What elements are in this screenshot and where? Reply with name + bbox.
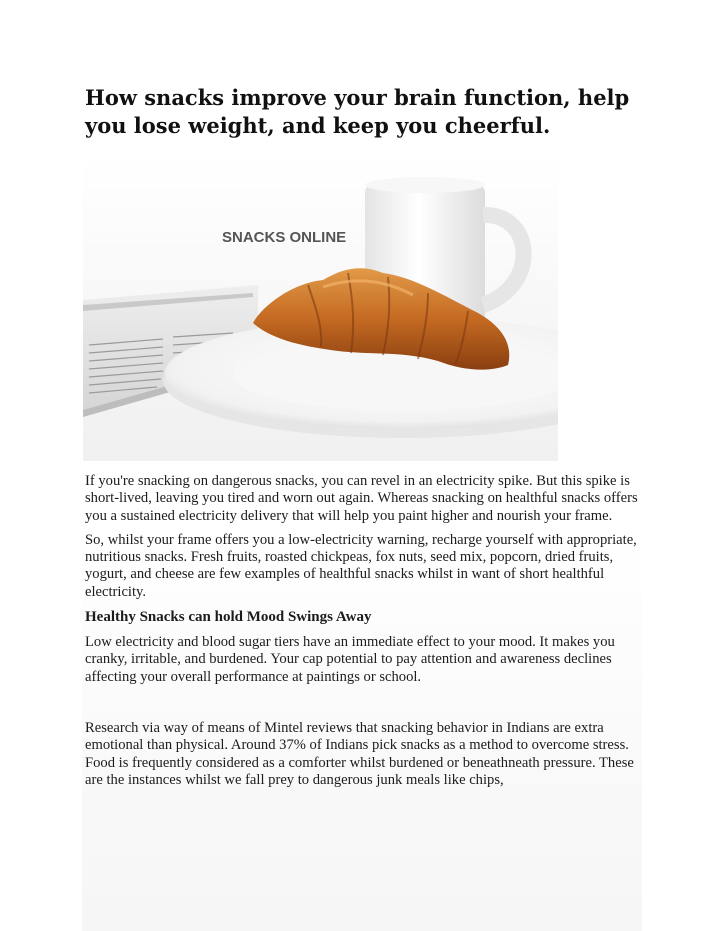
spacer — [85, 693, 645, 720]
paragraph-3: Low electricity and blood sugar tiers have an immediate effect to your mood. It makes you cranky, irritable, and burdened. Your cap potential to pay attention and awareness declines affecting your overall performance at paintings or school. — [85, 634, 615, 685]
article-body — [85, 473, 645, 796]
hero-image — [83, 155, 558, 461]
paragraph-1: If you're snacking on dangerous snacks, you can revel in an electricity spike. But this spike is short-lived, leaving you tired and worn out again. Whereas snacking on healthful snacks offers you a sustained electricity delivery that will help you paint higher and nourish your frame. — [85, 473, 638, 524]
image-caption: SNACKS ONLINE — [222, 229, 347, 246]
subheading: Healthy Snacks can hold Mood Swings Away — [85, 609, 372, 626]
article-title: How snacks improve your brain function, help you lose weight, and keep you cheerful. — [85, 85, 630, 138]
paragraph-4: Research via way of means of Mintel reviews that snacking behavior in Indians are extra emotional than physical. Around 37% of Indians pick snacks as a method to overcome stress. Food is frequently considered as a comforter whilst burdened or beneathneath pressure. These are the instances whilst we fall prey to dangerous junk meals like chips, — [85, 719, 634, 788]
paragraph-2: So, whilst your frame offers you a low-electricity warning, recharge yourself with appropriate, nutritious snacks. Fresh fruits, roasted chickpeas, fox nuts, seed mix, popcorn, dried fruits, yogurt, and cheese are few examples of healthful snacks whilst in want of short healthful electricity. — [85, 531, 637, 600]
